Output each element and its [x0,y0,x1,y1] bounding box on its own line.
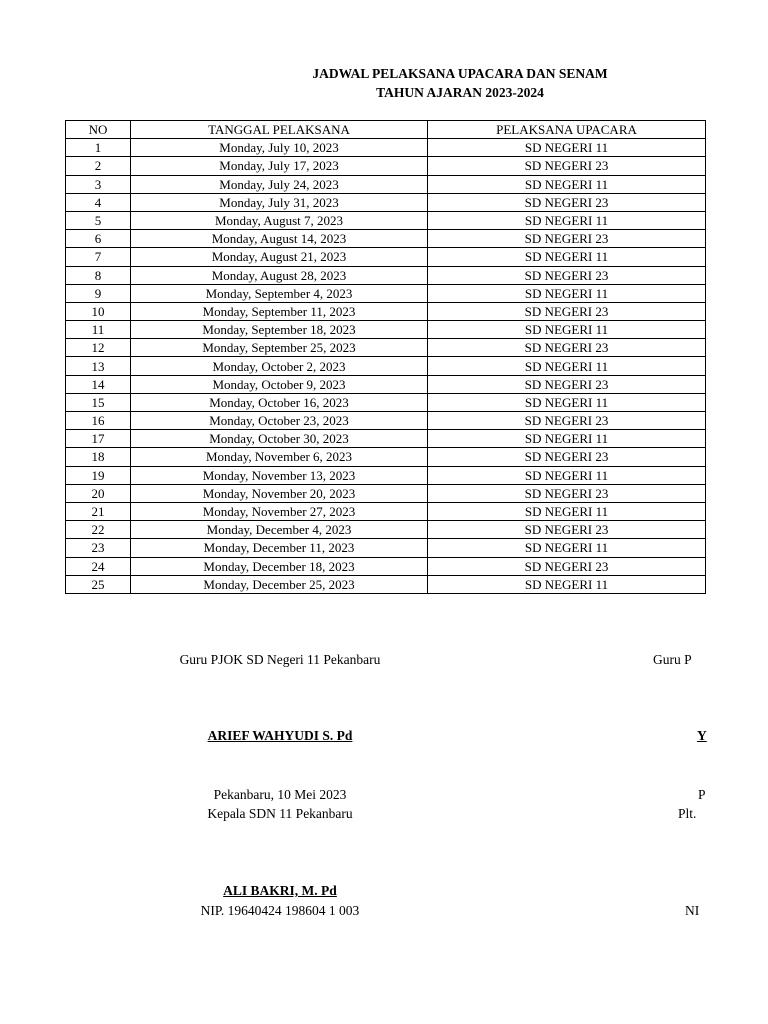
column-header-date: TANGGAL PELAKSANA [131,121,428,139]
cell-no: 25 [66,575,131,593]
cell-date: Monday, August 7, 2023 [131,211,428,229]
cell-executor: SD NEGERI 23 [428,230,706,248]
cell-date: Monday, August 28, 2023 [131,266,428,284]
table-row [66,230,706,248]
table-row [66,139,706,157]
cell-no: 13 [66,357,131,375]
cell-executor: SD NEGERI 11 [428,357,706,375]
table-row [66,521,706,539]
cell-no: 5 [66,211,131,229]
cell-date: Monday, November 13, 2023 [131,466,428,484]
cell-executor: SD NEGERI 11 [428,139,706,157]
left-head-name: ALI BAKRI, M. Pd [223,883,337,898]
cell-no: 1 [66,139,131,157]
cell-no: 11 [66,321,131,339]
cell-date: Monday, October 2, 2023 [131,357,428,375]
table-row [66,266,706,284]
cell-date: Monday, September 4, 2023 [131,284,428,302]
cell-executor: SD NEGERI 11 [428,502,706,520]
cell-date: Monday, August 21, 2023 [131,248,428,266]
cell-executor: SD NEGERI 11 [428,211,706,229]
left-head-title: Kepala SDN 11 Pekanbaru [207,806,353,821]
cell-date: Monday, November 20, 2023 [131,484,428,502]
cell-executor: SD NEGERI 11 [428,175,706,193]
table-row [66,284,706,302]
left-head-nip: NIP. 19640424 198604 1 003 [200,903,360,918]
table-row [66,175,706,193]
right-place-date: P [698,787,706,802]
table-row [66,502,706,520]
table-row [66,248,706,266]
table-row [66,357,706,375]
cell-executor: SD NEGERI 23 [428,484,706,502]
cell-date: Monday, November 6, 2023 [131,448,428,466]
table-row [66,448,706,466]
cell-executor: SD NEGERI 11 [428,248,706,266]
left-role-text: Guru PJOK SD Negeri 11 Pekanbaru [179,652,381,667]
right-head-nip: NI [685,903,700,918]
cell-executor: SD NEGERI 23 [428,521,706,539]
cell-no: 17 [66,430,131,448]
cell-executor: SD NEGERI 23 [428,448,706,466]
cell-executor: SD NEGERI 23 [428,412,706,430]
cell-executor: SD NEGERI 23 [428,266,706,284]
cell-no: 4 [66,193,131,211]
cell-executor: SD NEGERI 23 [428,339,706,357]
cell-executor: SD NEGERI 11 [428,575,706,593]
cell-executor: SD NEGERI 11 [428,284,706,302]
cell-no: 3 [66,175,131,193]
cell-executor: SD NEGERI 11 [428,430,706,448]
column-header-no: NO [66,121,131,139]
cell-date: Monday, October 23, 2023 [131,412,428,430]
cell-date: Monday, October 9, 2023 [131,375,428,393]
cell-date: Monday, December 25, 2023 [131,575,428,593]
right-head-title: Plt. [678,806,697,821]
table-row [66,412,706,430]
cell-no: 2 [66,157,131,175]
cell-date: Monday, September 11, 2023 [131,302,428,320]
cell-no: 6 [66,230,131,248]
cell-date: Monday, December 18, 2023 [131,557,428,575]
table-row [66,539,706,557]
cell-date: Monday, August 14, 2023 [131,230,428,248]
cell-executor: SD NEGERI 23 [428,302,706,320]
table-row [66,430,706,448]
table-row [66,302,706,320]
cell-date: Monday, July 31, 2023 [131,193,428,211]
cell-date: Monday, September 18, 2023 [131,321,428,339]
table-row [66,339,706,357]
cell-executor: SD NEGERI 11 [428,321,706,339]
cell-no: 18 [66,448,131,466]
left-place-date: Pekanbaru, 10 Mei 2023 [213,787,347,802]
table-body [66,139,706,594]
cell-no: 15 [66,393,131,411]
table-row [66,193,706,211]
cell-date: Monday, December 4, 2023 [131,521,428,539]
document-title: JADWAL PELAKSANA UPACARA DAN SENAM [312,66,608,81]
cell-date: Monday, July 17, 2023 [131,157,428,175]
cell-no: 22 [66,521,131,539]
cell-date: Monday, November 27, 2023 [131,502,428,520]
cell-date: Monday, December 11, 2023 [131,539,428,557]
cell-date: Monday, July 10, 2023 [131,139,428,157]
cell-date: Monday, September 25, 2023 [131,339,428,357]
cell-no: 9 [66,284,131,302]
schedule-table [65,120,706,594]
cell-no: 19 [66,466,131,484]
cell-date: Monday, October 30, 2023 [131,430,428,448]
table-row [66,557,706,575]
table-row [66,157,706,175]
table-row [66,211,706,229]
left-signer-name: ARIEF WAHYUDI S. Pd [207,728,353,743]
table-row [66,321,706,339]
cell-executor: SD NEGERI 23 [428,557,706,575]
table-row [66,466,706,484]
cell-no: 7 [66,248,131,266]
document-subtitle: TAHUN AJARAN 2023-2024 [376,85,544,100]
cell-no: 8 [66,266,131,284]
cell-executor: SD NEGERI 23 [428,157,706,175]
column-header-executor: PELAKSANA UPACARA [428,121,706,139]
cell-no: 21 [66,502,131,520]
cell-date: Monday, October 16, 2023 [131,393,428,411]
table-row [66,375,706,393]
cell-no: 20 [66,484,131,502]
right-role-text: Guru P [653,652,692,667]
cell-no: 16 [66,412,131,430]
cell-no: 14 [66,375,131,393]
cell-no: 23 [66,539,131,557]
cell-executor: SD NEGERI 11 [428,539,706,557]
cell-no: 24 [66,557,131,575]
table-row [66,575,706,593]
table-row [66,393,706,411]
cell-no: 12 [66,339,131,357]
cell-executor: SD NEGERI 23 [428,375,706,393]
table-header-row [66,121,706,139]
cell-executor: SD NEGERI 11 [428,393,706,411]
cell-no: 10 [66,302,131,320]
table-row [66,484,706,502]
right-signer-name: Y [697,728,707,743]
cell-date: Monday, July 24, 2023 [131,175,428,193]
cell-executor: SD NEGERI 23 [428,193,706,211]
cell-executor: SD NEGERI 11 [428,466,706,484]
